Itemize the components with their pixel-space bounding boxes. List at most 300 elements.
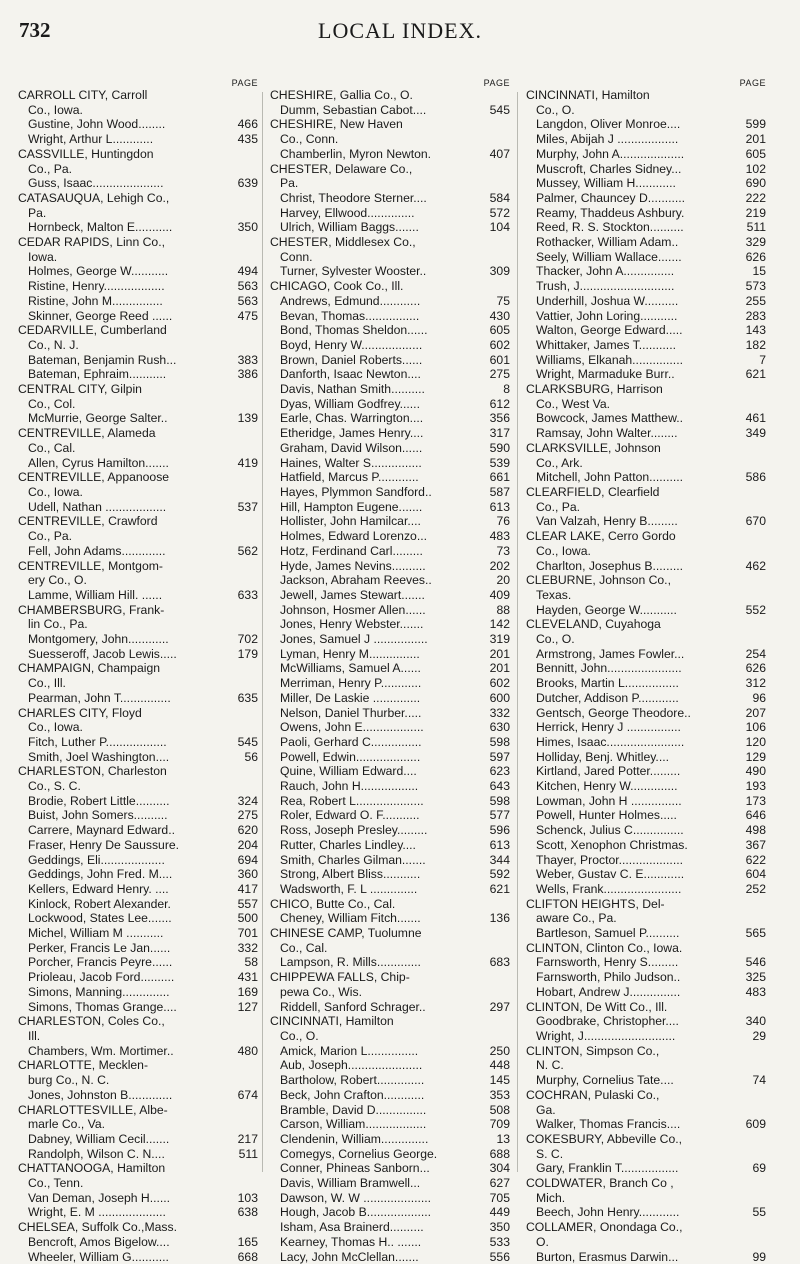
entry-text: Guss, Isaac..................... [28,176,164,191]
entry-text: CINCINNATI, Hamilton [526,88,650,102]
entry-page: 639 [237,176,258,191]
entry-text: Reamy, Thaddeus Ashbury. [536,205,685,220]
index-entry [270,617,510,632]
entry-page: 605 [489,323,510,338]
place-heading [270,926,510,941]
entry-text: Gentsch, George Theodore.. [536,705,691,720]
entry-text: COCHRAN, Pulaski Co., [526,1087,660,1102]
entry-text: Perker, Francis Le Jan...... [28,940,171,955]
entry-page: 102 [745,161,766,176]
entry-text: Dabney, William Cecil....... [28,1131,170,1146]
entry-page: 466 [237,117,258,132]
place-heading-cont [526,1235,766,1250]
entry-text: CLARKSBURG, Harrison [526,382,663,397]
index-entry [526,720,766,735]
entry-text: Schenck, Julius C............... [536,823,684,838]
place-heading-cont [526,500,766,515]
entry-text: Bencroft, Amos Bigelow.... [28,1234,170,1249]
entry-text: Ross, Joseph Presley......... [280,823,428,838]
index-entry [270,750,510,765]
index-entry [18,309,258,324]
entry-text: Lampson, R. Mills............. [280,955,421,970]
index-entry [270,911,510,926]
entry-page: 222 [745,190,766,205]
entry-page: 165 [237,1234,258,1249]
place-heading [270,117,510,132]
entry-text: CATASAUQUA, Lehigh Co., [18,190,170,205]
place-heading-cont [18,397,258,412]
page-number: 732 [19,18,51,42]
place-heading-cont [526,632,766,647]
entry-page: 533 [489,1234,510,1249]
entry-text: Etheridge, James Henry.... [280,426,424,441]
entry-page: 577 [489,808,510,823]
entry-text: Ramsay, John Walter........ [536,426,678,441]
entry-text: CENTREVILLE, Crawford [18,514,158,529]
index-entry [270,103,510,118]
place-heading [526,941,766,956]
entry-text: Vattier, John Loring........... [536,308,678,323]
entry-page: 494 [237,264,258,279]
index-entry [270,397,510,412]
entry-page: 383 [237,352,258,367]
entry-text: Suesseroff, Jacob Lewis..... [28,646,177,661]
entry-text: Jones, Henry Webster....... [280,617,424,632]
place-heading [270,897,510,912]
entry-text: Pa. [280,176,299,191]
place-heading-cont [18,1029,258,1044]
index-entry [526,735,766,750]
entry-text: COLLAMER, Onondaga Co., [526,1220,683,1235]
entry-text: Bateman, Ephraim........... [28,367,167,382]
entry-text: Co., Cal. [280,940,328,955]
index-entry [526,823,766,838]
column-divider [517,92,518,1172]
entry-text: Conn. [280,249,313,264]
index-entry [270,559,510,574]
entry-page: 173 [745,793,766,808]
entry-text: Fitch, Luther P.................. [28,734,167,749]
entry-text: CENTREVILLE, Appanoose [18,470,170,485]
entry-text: Trush, J............................ [536,279,675,294]
entry-page: 483 [745,984,766,999]
entry-text: lin Co., Pa. [28,617,88,632]
entry-page: 55 [752,1205,766,1220]
entry-text: Aub, Joseph...................... [280,1058,423,1073]
index-entry [526,676,766,691]
index-entry [270,323,510,338]
index-entry [18,588,258,603]
index-entry [270,1103,510,1118]
entry-page: 602 [489,337,510,352]
entry-text: Fraser, Henry De Saussure. [28,837,180,852]
entry-text: Ulrich, William Baggs....... [280,220,419,235]
place-heading-cont [18,1117,258,1132]
entry-page: 69 [752,1161,766,1176]
entry-page: 96 [752,690,766,705]
entry-text: Co., Iowa. [28,720,83,735]
entry-page: 475 [237,308,258,323]
entry-text: CHARLESTON, Coles Co., [18,1014,165,1029]
entry-page: 297 [489,999,510,1014]
entry-text: Comegys, Cornelius George. [280,1146,438,1161]
entry-text: Bennitt, John...................... [536,661,682,676]
entry-text: Thayer, Proctor................... [536,852,683,867]
entry-text: CHAMPAIGN, Champaign [18,661,161,676]
index-entry [526,294,766,309]
entry-page: 202 [489,558,510,573]
entry-page: 252 [745,881,766,896]
entry-text: Lamme, William Hill. ...... [28,587,163,602]
entry-page: 56 [244,749,258,764]
entry-text: Co., Iowa. [28,484,83,499]
entry-page: 563 [237,279,258,294]
index-entry [18,897,258,912]
entry-text: CENTREVILLE, Alameda [18,426,156,441]
entry-text: Johnson, Hosmer Allen...... [280,602,426,617]
entry-page: 598 [489,793,510,808]
entry-text: Wright, Marmaduke Burr.. [536,367,675,382]
index-entry [270,823,510,838]
entry-page: 670 [745,514,766,529]
index-entry [270,794,510,809]
entry-text: CLEAR LAKE, Cerro Gordo [526,529,676,544]
index-entry [526,559,766,574]
place-heading-cont [526,1103,766,1118]
index-entry [270,853,510,868]
entry-page: 539 [489,455,510,470]
index-entry [270,485,510,500]
entry-text: CHARLES CITY, Floyd [18,705,142,720]
index-entry [270,1220,510,1235]
place-heading [526,1176,766,1191]
index-entry [526,367,766,382]
entry-text: CHICO, Butte Co., Cal. [270,896,396,911]
entry-page: 573 [745,279,766,294]
entry-text: Murphy, Cornelius Tate.... [536,1073,674,1088]
entry-text: Randolph, Wilson C. N.... [28,1146,165,1161]
entry-page: 435 [237,132,258,147]
entry-text: Brodie, Robert Little.......... [28,793,170,808]
entry-page: 129 [745,749,766,764]
entry-text: burg Co., N. C. [28,1073,110,1088]
entry-page: 709 [489,1117,510,1132]
entry-text: Powell, Hunter Holmes..... [536,808,677,823]
entry-text: Amick, Marion L............... [280,1043,419,1058]
index-entry [18,544,258,559]
entry-text: marle Co., Va. [28,1117,105,1132]
entry-page: 511 [746,220,766,235]
index-entry [270,220,510,235]
index-entry [270,691,510,706]
place-heading [18,1220,258,1235]
entry-text: Udell, Nathan .................. [28,499,167,514]
entry-page: 674 [237,1087,258,1102]
entry-text: Co., Ill. [28,676,66,691]
index-entry [18,132,258,147]
index-entry [18,264,258,279]
index-entry [18,647,258,662]
entry-text: pewa Co., Wis. [280,984,362,999]
index-entry [18,838,258,853]
entry-text: Wheeler, William G........... [28,1249,169,1264]
entry-page: 448 [489,1058,510,1073]
entry-text: Geddings, John Fred. M.... [28,867,173,882]
index-entry [270,338,510,353]
entry-page: 596 [489,823,510,838]
entry-page: 661 [489,470,510,485]
index-entry [270,1176,510,1191]
entry-text: Harvey, Ellwood.............. [280,205,415,220]
entry-text: CASSVILLE, Huntingdon [18,146,154,161]
entry-page: 702 [237,632,258,647]
entry-text: Co., Iowa. [536,543,591,558]
entry-page: 419 [237,455,258,470]
entry-page: 324 [237,793,258,808]
index-entry [270,367,510,382]
place-heading [526,1088,766,1103]
entry-page: 612 [489,396,510,411]
entry-text: CLIFTON HEIGHTS, Del- [526,896,665,911]
index-entry [526,1205,766,1220]
index-entry [270,955,510,970]
index-entry [526,808,766,823]
place-heading [18,1014,258,1029]
entry-text: Kirtland, Jared Potter......... [536,764,681,779]
entry-page: 88 [496,602,510,617]
entry-page: 312 [745,676,766,691]
entry-text: Kitchen, Henry W.............. [536,779,678,794]
entry-text: Kellers, Edward Henry. .... [28,881,169,896]
index-entry [18,808,258,823]
index-entry [526,191,766,206]
place-heading-cont [270,132,510,147]
place-heading [270,235,510,250]
entry-page: 145 [489,1073,510,1088]
entry-page: 13 [496,1131,510,1146]
entry-page: 409 [489,587,510,602]
index-entry [18,353,258,368]
index-entry [18,367,258,382]
place-heading [18,191,258,206]
entry-text: Hollister, John Hamilcar.... [280,514,421,529]
entry-text: Iowa. [28,249,58,264]
entry-text: Himes, Isaac....................... [536,734,685,749]
entry-text: Co., Cal. [28,440,76,455]
entry-text: Williams, Elkanah............... [536,352,683,367]
entry-page: 621 [745,367,766,382]
place-heading-cont [18,441,258,456]
place-heading [18,559,258,574]
entry-text: Skinner, George Reed ...... [28,308,173,323]
index-entry [526,985,766,1000]
entry-text: CLINTON, Simpson Co., [526,1043,660,1058]
entry-text: Davis, Nathan Smith.......... [280,382,425,397]
entry-page: 690 [745,176,766,191]
entry-text: Armstrong, James Fowler... [536,646,685,661]
entry-page: 219 [745,205,766,220]
index-entry [18,1000,258,1015]
entry-text: Lyman, Henry M............... [280,646,420,661]
index-entry [270,206,510,221]
index-entry [270,808,510,823]
index-entry [270,882,510,897]
entry-text: Hyde, James Nevins.......... [280,558,426,573]
index-entry [526,1073,766,1088]
column-divider [262,92,263,1172]
index-entry [18,294,258,309]
entry-text: Co., Pa. [28,529,73,544]
entry-text: Earle, Chas. Warrington.... [280,411,424,426]
entry-page: 565 [745,926,766,941]
entry-page: 29 [752,1029,766,1043]
entry-text: Murphy, John A................... [536,146,685,161]
index-entry [526,691,766,706]
index-entry [526,323,766,338]
entry-text: CHELSEA, Suffolk Co.,Mass. [18,1220,177,1235]
entry-text: Hornbeck, Malton E........... [28,220,173,235]
entry-page: 600 [489,690,510,705]
entry-text: Bateman, Benjamin Rush... [28,352,177,367]
entry-text: Hayden, George W........... [536,602,677,617]
entry-page: 325 [745,970,766,985]
index-entry [270,514,510,529]
index-entry [526,1014,766,1029]
entry-page: 340 [745,1014,766,1029]
index-entry [526,779,766,794]
entry-text: Reed, R. S. Stockton.......... [536,220,684,235]
place-heading-cont [526,1058,766,1073]
entry-text: CLINTON, Clinton Co., Iowa. [526,940,683,955]
entry-page: 179 [237,646,258,661]
index-entry [18,1044,258,1059]
entry-page: 572 [489,205,510,220]
index-entry [270,1058,510,1073]
index-entry [526,1029,766,1044]
entry-text: Miller, De Laskie .............. [280,690,421,705]
index-entry [270,1205,510,1220]
entry-text: Lockwood, States Lee....... [28,911,172,926]
entry-text: Hayes, Plymmon Sandford.. [280,484,432,499]
index-entry [270,1235,510,1250]
index-entry [526,1117,766,1132]
entry-text: COLDWATER, Branch Co , [526,1176,674,1191]
entry-page: 623 [489,764,510,779]
place-heading-cont [18,338,258,353]
entry-text: Lacy, John McClellan....... [280,1249,419,1264]
entry-text: Co., West Va. [536,396,611,411]
index-entry [270,309,510,324]
entry-text: Weber, Gustav C. E............ [536,867,685,882]
entry-page: 7 [759,352,766,367]
index-entry [526,764,766,779]
index-entry [270,441,510,456]
entry-page: 75 [496,293,510,308]
entry-text: Kinlock, Robert Alexander. [28,896,171,911]
entry-text: Ristine, John M............... [28,293,163,308]
entry-page: 613 [489,499,510,514]
entry-page: 275 [489,367,510,382]
entry-text: CLEVELAND, Cuyahoga [526,617,661,632]
entry-text: Nelson, Daniel Thurber..... [280,705,422,720]
entry-page: 127 [237,999,258,1014]
place-heading-cont [526,1191,766,1206]
entry-text: Herrick, Henry J ................ [536,720,681,735]
entry-page: 201 [745,132,766,147]
index-entry [526,250,766,265]
entry-page: 563 [237,293,258,308]
entry-page: 602 [489,676,510,691]
index-entry [18,500,258,515]
place-heading-cont [18,250,258,265]
entry-text: Christ, Theodore Sterner.... [280,190,427,205]
entry-page: 356 [489,411,510,426]
place-heading [18,514,258,529]
place-heading [526,1220,766,1235]
entry-text: Haines, Walter S............... [280,455,422,470]
entry-text: Rutter, Charles Lindley.... [280,837,416,852]
entry-text: Van Valzah, Henry B......... [536,514,678,529]
entry-text: CLINTON, De Witt Co., Ill. [526,999,668,1014]
entry-text: Simons, Manning.............. [28,984,170,999]
entry-text: Walton, George Edward..... [536,323,683,338]
entry-text: Dyas, William Godfrey...... [280,396,420,411]
entry-text: CEDAR RAPIDS, Linn Co., [18,235,165,250]
place-heading [526,441,766,456]
entry-text: Danforth, Isaac Newton.... [280,367,421,382]
place-heading [18,1058,258,1073]
entry-page: 705 [489,1190,510,1205]
entry-text: Bond, Thomas Sheldon...... [280,323,428,338]
entry-text: Geddings, Eli................... [28,852,165,867]
entry-page: 142 [489,617,510,632]
entry-page: 329 [745,235,766,250]
entry-text: Whittaker, James T........... [536,337,676,352]
index-entry [270,1147,510,1162]
entry-page: 350 [237,220,258,235]
index-entry [18,220,258,235]
entry-text: Cheney, William Fitch....... [280,911,421,926]
entry-text: Buist, John Somers.......... [28,808,168,823]
entry-text: Holliday, Benj. Whitley.... [536,749,669,764]
index-entry [526,661,766,676]
index-entry [526,132,766,147]
index-entry [526,147,766,162]
index-entry [18,985,258,1000]
entry-page: 319 [489,632,510,647]
entry-text: Palmer, Chauncey D........... [536,190,686,205]
index-entry [18,970,258,985]
entry-page: 204 [237,837,258,852]
index-entry [270,500,510,515]
place-heading-cont [526,456,766,471]
entry-text: Wadsworth, F. L .............. [280,881,418,896]
entry-page: 74 [752,1073,766,1088]
entry-text: Michel, William M ........... [28,926,164,941]
entry-text: Co., Iowa. [28,102,83,117]
entry-text: CHESTER, Middlesex Co., [270,235,416,250]
entry-text: Wright, Arthur L............ [28,132,154,147]
index-entry [270,706,510,721]
entry-page: 349 [745,426,766,441]
entry-page: 630 [489,720,510,735]
index-entry [270,456,510,471]
entry-text: Graham, David Wilson...... [280,440,423,455]
place-heading-cont [270,941,510,956]
entry-page: 621 [489,881,510,896]
place-heading [18,603,258,618]
index-entry [18,456,258,471]
